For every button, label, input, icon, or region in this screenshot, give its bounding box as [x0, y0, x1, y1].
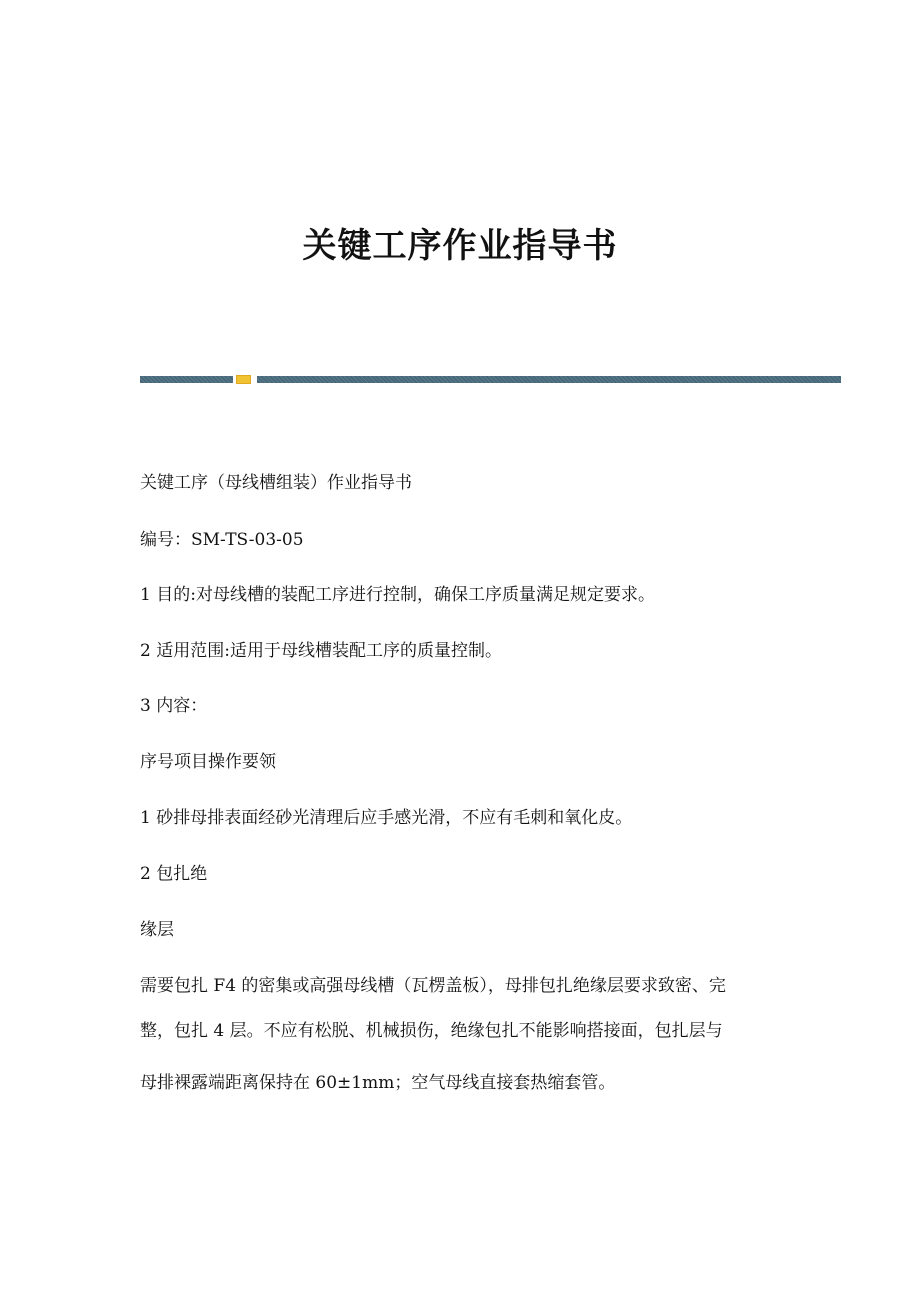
step-2-paragraph-line: 整，包扎 4 层。不应有松脱、机械损伤，绝缘包扎不能影响搭接面，包扎层与: [140, 1021, 723, 1041]
divider-bar-left: [140, 376, 233, 383]
section-scope: 2 适用范围:适用于母线槽装配工序的质量控制。: [140, 641, 502, 661]
step-2-paragraph-line: 母排裸露端距离保持在 60±1mm；空气母线直接套热缩套管。: [140, 1073, 616, 1093]
step-2-label-continued: 缘层: [140, 920, 174, 940]
subtitle-line: 关键工序（母线槽组装）作业指导书: [140, 473, 412, 493]
section-content-heading: 3 内容：: [140, 696, 208, 716]
divider-bar-right: [257, 376, 841, 383]
section-purpose: 1 目的:对母线槽的装配工序进行控制，确保工序质量满足规定要求。: [140, 585, 655, 605]
divider-ornament-icon: [236, 375, 251, 384]
document-number: 编号：SM-TS-03-05: [140, 530, 304, 550]
step-2-paragraph-line: 需要包扎 F4 的密集或高强母线槽（瓦楞盖板），母排包扎绝缘层要求致密、完: [140, 976, 726, 996]
step-1-text: 1 砂排母排表面经砂光清理后应手感光滑，不应有毛刺和氧化皮。: [140, 808, 633, 828]
decorative-divider: [140, 376, 841, 384]
document-title: 关键工序作业指导书: [302, 226, 618, 266]
table-header-text: 序号项目操作要领: [140, 752, 276, 772]
step-2-label: 2 包扎绝: [140, 864, 208, 884]
